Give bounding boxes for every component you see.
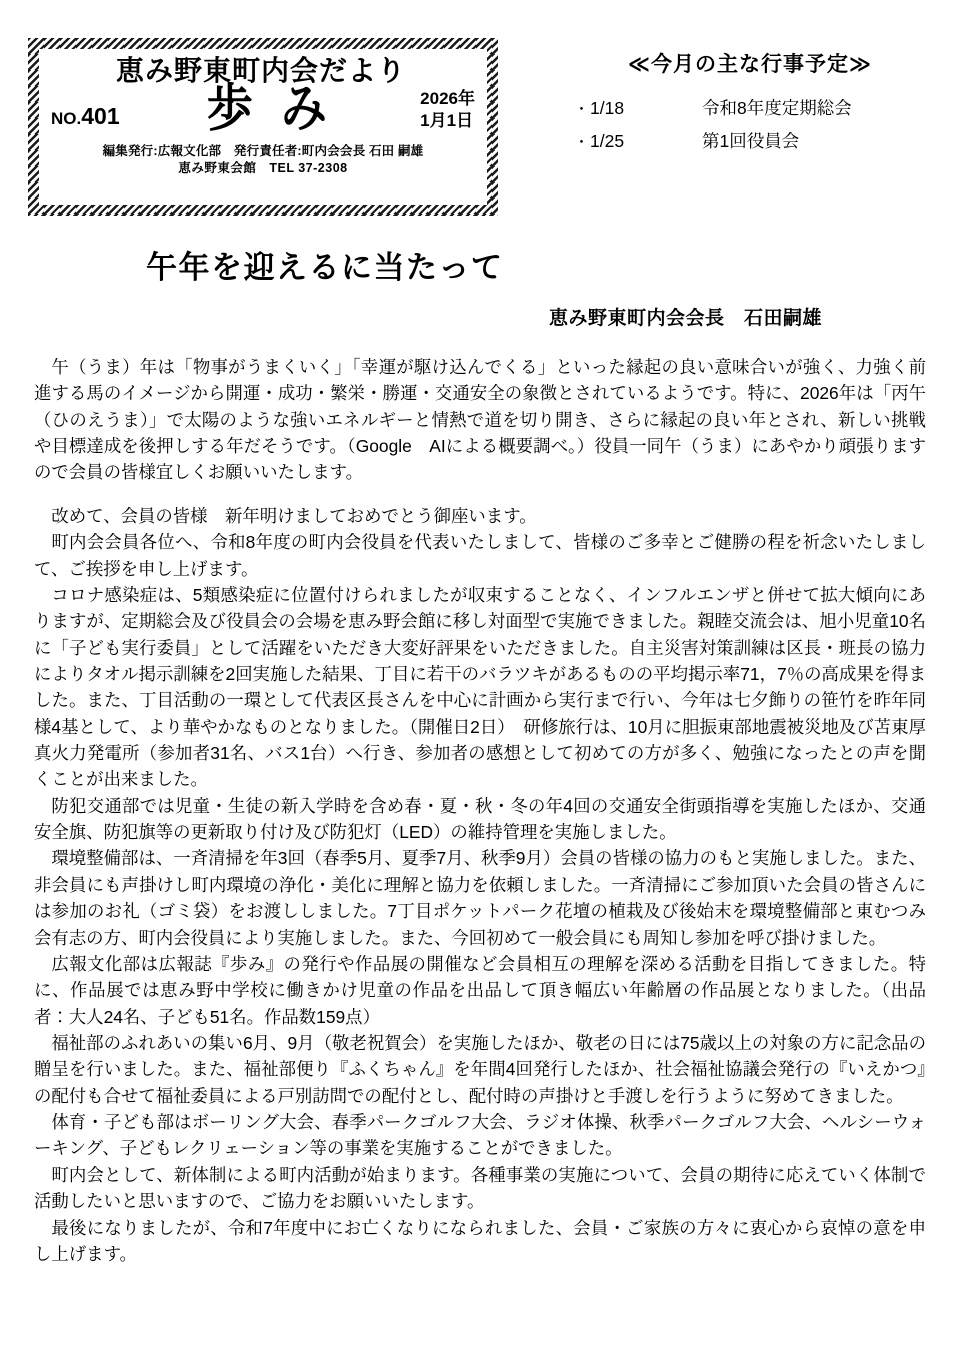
- issue-date-day: 1月1日: [420, 110, 474, 130]
- issue-date-year: 2026年: [420, 89, 475, 109]
- article-paragraph: 最後になりましたが、令和7年度中にお亡くなりになられました、会員・ご家族の方々に衷心から哀悼の意を申し上げます。: [34, 1217, 926, 1264]
- event-date: 1/25: [590, 131, 625, 152]
- article-body: [34, 354, 926, 1267]
- main-article: [0, 228, 960, 1267]
- publisher-line-1: 編集発行:広報文化部 発行責任者:町内会会長 石田 嗣雄: [102, 143, 424, 158]
- article-paragraph: コロナ感染症は、5類感染症に位置付けられましたが収束することなく、インフルエンザと併せて拡大傾向にありますが、定期総会及び役員会の会場を恵み野会館に移し対面型で実施できました。親睦交流会は、旭小児童10名に「子ども実行委員」として活躍をいただき大変好評果をいただきました。自主災害対策訓練は区長・班長の協力によりタオル掲示訓練を2回実施した結果、丁目に若干のバラツキがあるものの平均掲示率71，7％の高成果を得ました。また、丁目活動の一環として代表区長さんを中心に計画から実行まで行い、今年は七夕飾りの笹竹を昨年同様4基として、より華やかなものとなりました。（開催日2日） 研修旅行は、10月に胆振東部地震被災地及び苫東厚真火力発電所（参加者31名、バス1台）へ行き、参加者の感想として初めての方が多く、勉強になったとの声を聞くことが出来ました。: [34, 584, 926, 790]
- event-schedule: [560, 48, 940, 159]
- masthead-middle-row: [47, 77, 479, 139]
- issue-number-value: 401: [81, 102, 120, 129]
- event-item: [560, 92, 940, 125]
- event-name: 令和8年度定期総会: [702, 98, 852, 118]
- masthead: [28, 38, 498, 216]
- event-item: [560, 125, 940, 158]
- event-schedule-heading: ≪今月の主な行事予定≫: [628, 52, 872, 76]
- article-paragraph: 午（うま）年は「物事がうまくいく」「幸運が駆け込んでくる」といった縁起の良い意味合いが強く、力強く前進する馬のイメージから開運・成功・繁栄・勝運・交通安全の象徴とされているようです。特に、2026年は「丙午（ひのえうま）」で太陽のような強いエネルギーと情熱で道を切り開き、さらに縁起の良い年とされ、新しい挑戦や目標達成を後押しする年だそうです。（Google AIによる概要調べ。）役員一同午（うま）にあやかり頑張りますので会員の皆様宜しくお願いいたします。: [34, 357, 926, 483]
- masthead-inner: [39, 49, 487, 205]
- nameplate-ayumi: 歩 み: [206, 77, 333, 139]
- article-paragraph: 町内会会員各位へ、令和8年度の町内会役員を代表いたしまして、皆様のご多幸とご健勝の程を祈念いたしまして、ご挨拶を申し上げます。: [34, 532, 926, 579]
- article-paragraph: 改めて、会員の皆様 新年明けましておめでとう御座います。: [51, 505, 537, 526]
- article-byline: 恵み野東町内会会長 石田嗣雄: [548, 307, 822, 329]
- issue-label: NO.: [51, 108, 82, 128]
- bullet-icon: ・: [574, 101, 590, 118]
- issue-number: [51, 102, 120, 136]
- event-date: 1/18: [590, 98, 625, 118]
- article-title: 午年を迎えるに当たって: [146, 250, 504, 286]
- article-paragraph: 防犯交通部では児童・生徒の新入学時を含め春・夏・秋・冬の年4回の交通安全街頭指導を実施したほか、交通安全旗、防犯旗等の更新取り付け及び防犯灯（LED）の維持管理を実施しました。: [34, 795, 926, 843]
- article-paragraph: 体育・子ども部はボーリング大会、春季パークゴルフ大会、ラジオ体操、秋季パークゴルフ大会、ヘルシーウォーキング、子どもレクリェーション等の事業を実施することができました。: [34, 1112, 926, 1159]
- article-paragraph: 環境整備部は、一斉清掃を年3回（春季5月、夏季7月、秋季9月）会員の皆様の協力のもと実施しました。また、非会員にも声掛けし町内環境の浄化・美化に理解と協力を依頼しました。一斉清掃にご参加頂いた会員の皆さんには参加のお礼（ゴミ袋）をお渡ししました。7丁目ポケットパーク花壇の植栽及び後始末を環境整備部と東むつみ会有志の方、町内会役員により実施しました。また、今回初めて一般会員にも周知し参加を呼び掛けました。: [34, 848, 926, 948]
- page-header: [0, 0, 960, 225]
- article-paragraph: 広報文化部は広報誌『歩み』の発行や作品展の開催など会員相互の理解を深める活動を目指してきました。特に、作品展では恵み野中学校に働きかけ児童の作品を出品して頂き幅広い年齢層の作品展となりました。（出品者：大人24名、子ども51名。作品数159点）: [34, 953, 926, 1027]
- event-name: 第1回役員会: [702, 131, 800, 152]
- publisher-info: [47, 143, 479, 177]
- publisher-line-2: 恵み野東会館 TEL 37-2308: [178, 160, 348, 175]
- bullet-icon: ・: [574, 134, 590, 152]
- article-paragraph: 町内会として、新体制による町内活動が始まります。各種事業の実施について、会員の期待に応えていく体制で活動したいと思いますので、ご協力をお願いいたします。: [34, 1164, 926, 1212]
- article-paragraph: 福祉部のふれあいの集い6月、9月（敬老祝賀会）を実施したほか、敬老の日には75歳以上の対象の方に記念品の贈呈を行いました。また、福祉部便り『ふくちゃん』を年間4回発行したほか、社会福祉協議会発行の『いえかつ』の配付も合せて福祉委員による戸別訪問での配付とし、配付時の声掛けと手渡しを行うように努めてきました。: [34, 1032, 926, 1106]
- issue-date: [420, 88, 475, 136]
- masthead-title: 恵み野東町内会だより: [115, 54, 406, 87]
